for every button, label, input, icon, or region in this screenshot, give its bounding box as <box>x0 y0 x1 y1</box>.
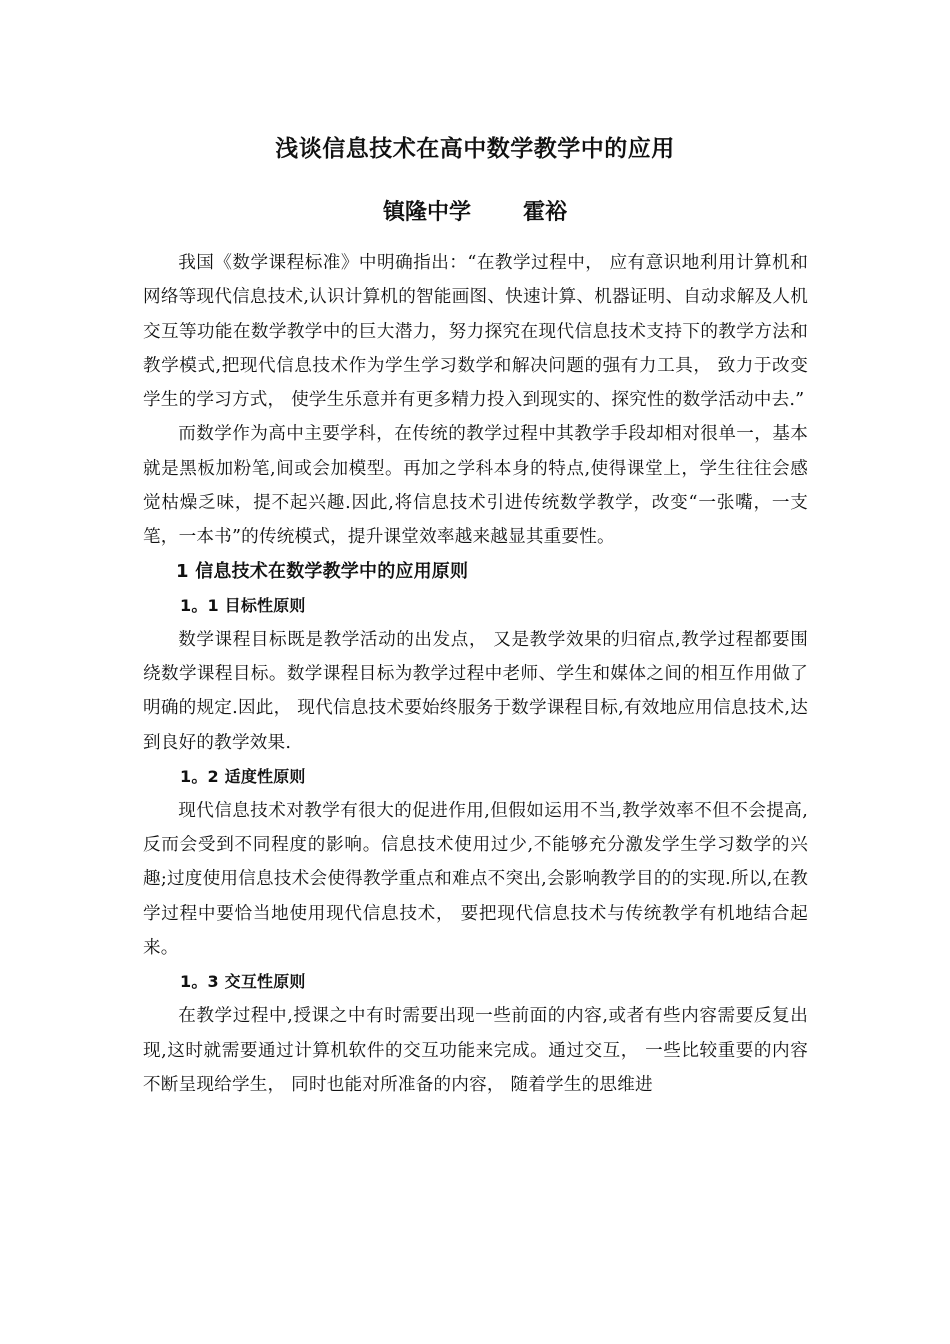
subsection-heading: 1。2 适度性原则 <box>180 766 306 786</box>
document-title: 浅谈信息技术在高中数学教学中的应用 <box>275 136 675 162</box>
subsection-heading: 1。3 交互性原则 <box>180 972 306 992</box>
school-name: 镇隆中学 <box>382 200 471 225</box>
paragraph: 数学课程目标既是教学活动的出发点， 又是教学效果的归宿点,教学过程都要围绕数学课程目标。数学课程目标为教学过程中老师、学生和媒体之间的相互作用做了明确的规定.因此， 现代信息技术要始终服务于数学课程目标,有效地应用信息技术,达到良好的教学效果. <box>143 629 808 753</box>
byline <box>0 196 950 230</box>
paragraph: 在教学过程中,授课之中有时需要出现一些前面的内容,或者有些内容需要反复出现,这时就需要通过计算机软件的交互功能来完成。通过交互， 一些比较重要的内容不断呈现给学生， 同时也能对所准备的内容， 随着学生的思维进 <box>143 1006 808 1095</box>
paragraph: 我国《数学课程标准》中明确指出：“在教学过程中， 应有意识地利用计算机和网络等现代信息技术,认识计算机的智能画图、快速计算、机器证明、自动求解及人机交互等功能在数学教学中的巨大潜力，努力探究在现代信息技术支持下的教学方法和教学模式,把现代信息技术作为学生学习数学和解决问题的强有力工具， 致力于改变学生的学习方式， 使学生乐意并有更多精力投入到现实的、探究性的数学活动中去.” <box>143 253 808 411</box>
subsection-heading: 1。1 目标性原则 <box>180 595 306 615</box>
section-heading: 1 信息技术在数学教学中的应用原则 <box>176 560 469 582</box>
document-body <box>143 246 808 1102</box>
paragraph: 现代信息技术对教学有很大的促进作用,但假如运用不当,教学效率不但不会提高,反而会受到不同程度的影响。信息技术使用过少,不能够充分激发学生学习数学的兴趣;过度使用信息技术会使得教学重点和难点不突出,会影响教学目的的实现.所以,在教学过程中要恰当地使用现代信息技术， 要把现代信息技术与传统教学有机地结合起来。 <box>143 800 808 959</box>
author-name: 霍裕 <box>523 200 568 225</box>
paragraph: 而数学作为高中主要学科，在传统的教学过程中其教学手段却相对很单一，基本就是黑板加粉笔,间或会加模型。再加之学科本身的特点,使得课堂上，学生往往会感觉枯燥乏味，提不起兴趣.因此,将信息技术引进传统数学教学，改变“一张嘴，一支笔，一本书”的传统模式，提升课堂效率越来越显其重要性。 <box>143 424 808 548</box>
